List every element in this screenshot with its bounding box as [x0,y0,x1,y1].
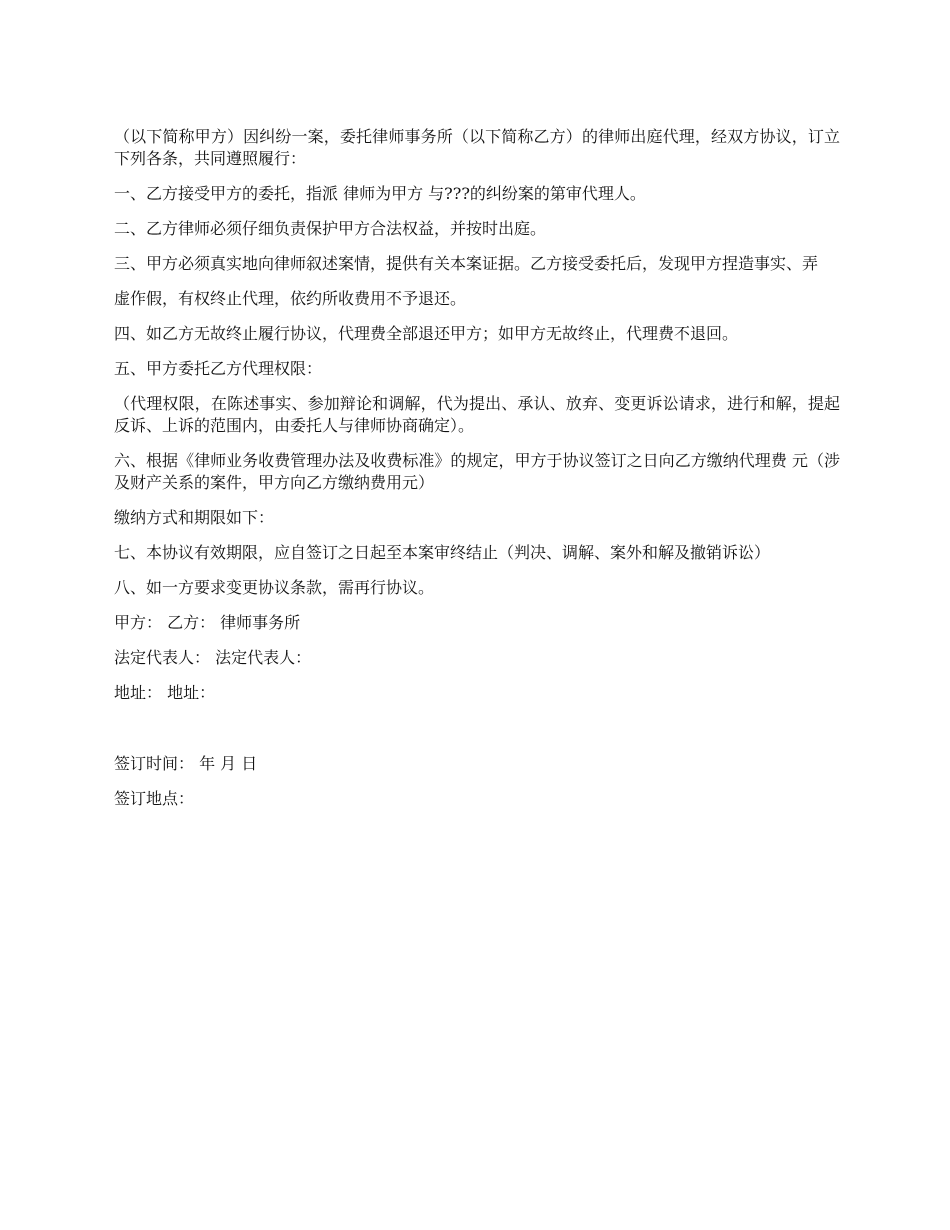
clause-6: 六、根据《律师业务收费管理办法及收费标准》的规定，甲方于协议签订之日向乙方缴纳代理费 元（涉及财产关系的案件，甲方向乙方缴纳费用元） [114,451,840,492]
clause-7: 七、本协议有效期限，应自签订之日起至本案审终结止（判决、调解、案外和解及撤销诉讼） [114,543,771,562]
document-body [114,126,840,823]
clause-8: 八、如一方要求变更协议条款，需再行协议。 [114,578,435,597]
clause-3-continued: 虚作假，有权终止代理，依约所收费用不予退还。 [114,289,467,308]
signing-time-line: 签订时间： 年 月 日 [114,754,258,773]
clause-3: 三、甲方必须真实地向律师叙述案情，提供有关本案证据。乙方接受委托后，发现甲方捏造事实、弄 [114,254,819,273]
clause-4: 四、如乙方无故终止履行协议，代理费全部退还甲方；如甲方无故终止，代理费不退回。 [114,324,739,343]
signature-addresses-line: 地址： 地址： [114,683,216,702]
spacer [114,717,840,753]
signature-representatives-line: 法定代表人： 法定代表人： [114,648,312,667]
preamble-paragraph: （以下简称甲方）因纠纷一案，委托律师事务所（以下简称乙方）的律师出庭代理，经双方协议，订立下列各条，共同遵照履行： [114,127,840,168]
signature-parties-line: 甲方： 乙方： 律师事务所 [114,613,301,632]
clause-5-authority-note: （代理权限，在陈述事实、参加辩论和调解，代为提出、承认、放弃、变更诉讼请求，进行和解，提起反诉、上诉的范围内，由委托人与律师协商确定）。 [114,394,840,435]
payment-method-line: 缴纳方式和期限如下： [114,508,275,527]
clause-5: 五、甲方委托乙方代理权限： [114,359,323,378]
signing-place-line: 签订地点： [114,789,195,808]
clause-2: 二、乙方律师必须仔细负责保护甲方合法权益，并按时出庭。 [114,219,547,238]
clause-1: 一、乙方接受甲方的委托，指派 律师为甲方 与???的纠纷案的第审代理人。 [114,184,646,203]
